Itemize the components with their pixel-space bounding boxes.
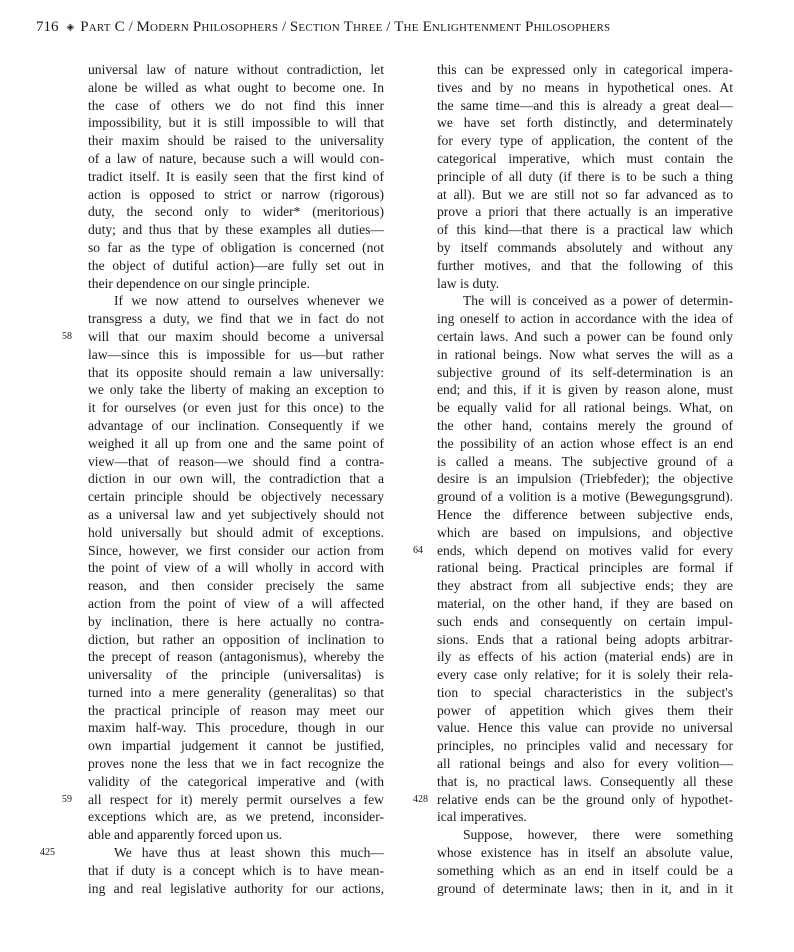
header-separator: / [124, 19, 137, 35]
diamond-ornament-icon: ◈ [66, 22, 75, 33]
line-text: Suppose, however, there were something [463, 827, 733, 843]
text-line [88, 524, 384, 542]
line-text: principles, no principles valid and necessary for [437, 738, 733, 754]
text-line [88, 470, 384, 488]
text-line [88, 702, 384, 720]
line-text: which are based on impulsions, and objective [437, 524, 733, 540]
line-text: the same time—and this is already a great deal— [437, 97, 733, 113]
text-line [88, 808, 384, 826]
text-line [437, 364, 733, 382]
margin-reference-number: 58 [62, 330, 72, 342]
text-line [437, 257, 733, 275]
line-text: something which as an end in itself could be a [437, 862, 733, 878]
line-text: subjective ground of its self-determination is an [437, 364, 733, 380]
line-text: by inclination, there is here actually no contra- [88, 613, 384, 629]
text-line [88, 221, 384, 239]
text-line [437, 684, 733, 702]
line-text: the precept of reason (antagonismus), whereby the [88, 649, 384, 665]
text-line [88, 559, 384, 577]
line-text: we have set forth distinctly, and determinately [437, 115, 733, 131]
text-line [88, 79, 384, 97]
line-text: tradict itself. It is easily seen that the first kind of [88, 168, 384, 184]
line-text: advantage of our inclination. Consequently if we [88, 417, 384, 433]
line-text: that is, no practical laws. Consequently all these [437, 773, 733, 789]
text-line [88, 61, 384, 79]
text-line [437, 79, 733, 97]
line-text: that if duty is a concept which is to have mean- [88, 862, 384, 878]
line-text: is called a means. The subjective ground of a [437, 453, 733, 469]
text-line [437, 719, 733, 737]
line-text: law is duty. [437, 275, 500, 291]
text-line [437, 114, 733, 132]
text-line [437, 203, 733, 221]
text-line [437, 595, 733, 613]
line-text: view—that of reason—we should find a contra- [88, 453, 384, 469]
text-line [437, 808, 733, 826]
line-text: the other hand, contains merely the ground of [437, 417, 733, 433]
line-text: will that our maxim should become a universal [88, 328, 384, 344]
text-line [437, 506, 733, 524]
line-text: duty; and thus that by these examples all duties— [88, 222, 384, 238]
text-line [437, 132, 733, 150]
text-line [88, 150, 384, 168]
text-line [437, 399, 733, 417]
line-text: validity of the categorical imperative and (with [88, 773, 384, 789]
line-text: ing oneself to action in accordance with the idea of [437, 311, 733, 327]
margin-reference-number: 425 [40, 847, 55, 859]
line-text: action is opposed to strict or narrow (rigorous) [88, 186, 384, 202]
text-line [437, 221, 733, 239]
text-line [88, 310, 384, 328]
text-line [437, 755, 733, 773]
line-text: rational being. Practical principles are formal if [437, 560, 733, 576]
line-text: whose existence has in itself an absolute value, [437, 845, 733, 861]
text-line [88, 417, 384, 435]
text-line [437, 275, 733, 293]
line-text: ground of determinate laws; then in it, and in it [437, 880, 733, 896]
text-line [88, 826, 384, 844]
line-text: the point of view of a will wholly in accord with [88, 560, 384, 576]
line-text: value. Hence this value can provide no universal [437, 720, 733, 736]
text-line [437, 577, 733, 595]
text-line [88, 435, 384, 453]
header-separator: / [278, 19, 290, 35]
text-line [413, 542, 733, 560]
text-line [88, 577, 384, 595]
line-text: maxim half-way. This procedure, though in our [88, 720, 384, 736]
margin-reference-number: 428 [413, 793, 428, 805]
line-text: ing and real legislative authority for our actions, [88, 880, 384, 896]
text-line [88, 97, 384, 115]
header-separator: / [382, 19, 395, 35]
text-line [88, 186, 384, 204]
line-text: be equally valid for all rational beings. What, on [437, 400, 733, 416]
text-line [437, 453, 733, 471]
text-line [88, 257, 384, 275]
text-line [88, 631, 384, 649]
text-line [437, 186, 733, 204]
margin-reference-number: 59 [62, 793, 72, 805]
text-line [437, 150, 733, 168]
line-text: The will is conceived as a power of determin- [463, 293, 733, 309]
text-line [437, 346, 733, 364]
line-text: ground of a volition is a motive (Bewegungsgrund). [437, 489, 733, 505]
text-line [88, 542, 384, 560]
line-text: in rational beings. Now what serves the will as a [437, 346, 733, 362]
text-line [62, 328, 384, 346]
text-line [88, 453, 384, 471]
line-text: we only take the liberty of making an exception to [88, 382, 384, 398]
line-text: universal law of nature without contradiction, let [88, 62, 384, 77]
text-line [413, 791, 733, 809]
line-text: end; and this, if it is given by reason alone, must [437, 382, 733, 398]
text-line [437, 613, 733, 631]
line-text: the possibility of an action whose effect is an end [437, 435, 733, 451]
line-text: Hence the difference between subjective ends, [437, 506, 733, 522]
line-text: transgress a duty, we find that we in fact do not [88, 311, 384, 327]
text-line [437, 488, 733, 506]
text-line [88, 381, 384, 399]
text-line [437, 666, 733, 684]
line-text: the practical principle of reason may meet our [88, 702, 384, 718]
line-text: sions. Ends that a rational being adopts arbitrar- [437, 631, 733, 647]
line-text: the object of dutiful action)—are fully set out in [88, 257, 384, 273]
line-text: duty, the second only to wider* (meritorious) [88, 204, 384, 220]
text-line [437, 773, 733, 791]
text-line [88, 399, 384, 417]
line-text: diction, but rather an opposition of inclination to [88, 631, 384, 647]
line-text: power of appetition which gives them their [437, 702, 733, 718]
text-line [437, 524, 733, 542]
text-line [437, 292, 733, 310]
text-line [88, 719, 384, 737]
text-line [437, 310, 733, 328]
text-line [88, 168, 384, 186]
text-line [437, 737, 733, 755]
text-line [88, 880, 384, 898]
text-line [88, 506, 384, 524]
line-text: so far as the type of obligation is concerned (not [88, 239, 384, 255]
line-text: further motives, and that the following of this [437, 257, 733, 273]
line-text: ical imperatives. [437, 809, 527, 825]
text-line [88, 292, 384, 310]
text-line [437, 631, 733, 649]
text-line [437, 97, 733, 115]
text-line [88, 239, 384, 257]
line-text: alone be willed as what ought to become one. In [88, 79, 384, 95]
text-line [40, 844, 384, 862]
line-text: principle of all duty (if there is to be such a thing [437, 168, 733, 184]
text-line [437, 381, 733, 399]
text-line [88, 132, 384, 150]
line-text: law—since this is impossible for us—but rather [88, 346, 384, 362]
text-line [437, 328, 733, 346]
line-text: relative ends can be the ground only of hypothet- [437, 791, 733, 807]
text-line [88, 666, 384, 684]
text-line [437, 702, 733, 720]
line-text: universality of the principle (universalitas) is [88, 667, 384, 683]
line-text: such ends and consequently on certain impul- [437, 613, 733, 629]
line-text: it for ourselves (or even just for this once) to the [88, 400, 384, 416]
line-text: at all). But we are still not so far advanced as to [437, 186, 733, 202]
text-line [437, 648, 733, 666]
line-text: of this kind—that there is a practical law which [437, 222, 733, 238]
line-text: own impartial judgement it cannot be justified, [88, 738, 384, 754]
text-line [437, 61, 733, 79]
line-text: If we now attend to ourselves whenever we [114, 293, 384, 309]
text-line [88, 862, 384, 880]
text-line [88, 275, 384, 293]
line-text: this can be expressed only in categorical impera- [437, 62, 733, 77]
line-text: We have thus at least shown this much— [114, 845, 384, 861]
line-text: of a law of nature, because such a will would con- [88, 150, 384, 166]
header-section: Section Three [289, 19, 383, 35]
text-line [88, 488, 384, 506]
text-line [437, 862, 733, 880]
line-text: for every type of application, the content of the [437, 133, 733, 149]
text-line [437, 168, 733, 186]
running-header [36, 18, 756, 38]
line-text: diction in our own will, the contradiction that a [88, 471, 384, 487]
text-line [437, 880, 733, 898]
line-text: certain principle should be objectively necessary [88, 489, 384, 505]
text-line [88, 595, 384, 613]
line-text: they abstract from all subjective ends; they are [437, 578, 733, 594]
line-text: categorical imperative, which must contain the [437, 150, 733, 166]
text-line [437, 435, 733, 453]
header-modern: Modern Philosophers [136, 19, 279, 35]
text-line [88, 755, 384, 773]
text-line [62, 791, 384, 809]
text-line [437, 239, 733, 257]
line-text: certain laws. And such a power can be found only [437, 328, 733, 344]
text-line [437, 470, 733, 488]
text-line [88, 364, 384, 382]
line-text: hold universally but should admit of exceptions. [88, 524, 384, 540]
line-text: their dependence on our single principle. [88, 275, 310, 291]
line-text: impossibility, but it is still impossible to will that [88, 115, 384, 131]
text-line [88, 648, 384, 666]
line-text: reason, and then consider precisely the same [88, 578, 384, 594]
line-text: that its opposite should remain a law universally: [88, 364, 384, 380]
line-text: ends, which depend on motives valid for every [437, 542, 733, 558]
line-text: every case only relative; for it is solely their rela- [437, 667, 733, 683]
text-line [437, 417, 733, 435]
header-part: Part C [80, 19, 125, 35]
line-text: as a universal law and yet subjectively should not [88, 506, 384, 522]
line-text: proves none the less that we in fact recognize the [88, 756, 384, 772]
line-text: tives and by no means in hypothetical ones. At [437, 79, 733, 95]
margin-reference-number: 64 [413, 544, 423, 556]
text-line [437, 844, 733, 862]
line-text: weighed it all up from one and the same point of [88, 435, 384, 451]
text-line [88, 773, 384, 791]
text-line [437, 559, 733, 577]
text-line [88, 203, 384, 221]
text-line [437, 826, 733, 844]
line-text: the case of others we do not find this inner [88, 97, 384, 113]
line-text: action from the point of view of a will affected [88, 595, 384, 611]
line-text: desire is an impulsion (Triebfeder); the objective [437, 471, 733, 487]
line-text: exceptions which are, as we pretend, inconsider- [88, 809, 384, 825]
text-line [88, 613, 384, 631]
line-text: prove a priori that there actually is an imperative [437, 204, 733, 220]
line-text: by itself commands absolutely and without any [437, 239, 733, 255]
line-text: all respect for it) merely permit ourselves a few [88, 791, 384, 807]
line-text: able and apparently forced upon us. [88, 827, 283, 843]
line-text: ily as effects of his action (material ends) are in [437, 649, 733, 665]
left-text-column [40, 61, 384, 897]
text-line [88, 684, 384, 702]
line-text: tion to special characteristics in the subject's [437, 684, 733, 700]
line-text: all rational beings and also for every volition— [437, 756, 733, 772]
text-line [88, 114, 384, 132]
line-text: turned into a mere generality (generalitas) so that [88, 684, 384, 700]
page-number: 716 [36, 19, 59, 35]
text-line [88, 346, 384, 364]
line-text: Since, however, we first consider our action from [88, 542, 384, 558]
right-text-column [413, 61, 733, 897]
text-line [88, 737, 384, 755]
line-text: material, on the other hand, if they are based on [437, 595, 733, 611]
header-chapter: The Enlightenment Philosophers [394, 19, 611, 35]
line-text: their maxim should be raised to the universality [88, 133, 384, 149]
